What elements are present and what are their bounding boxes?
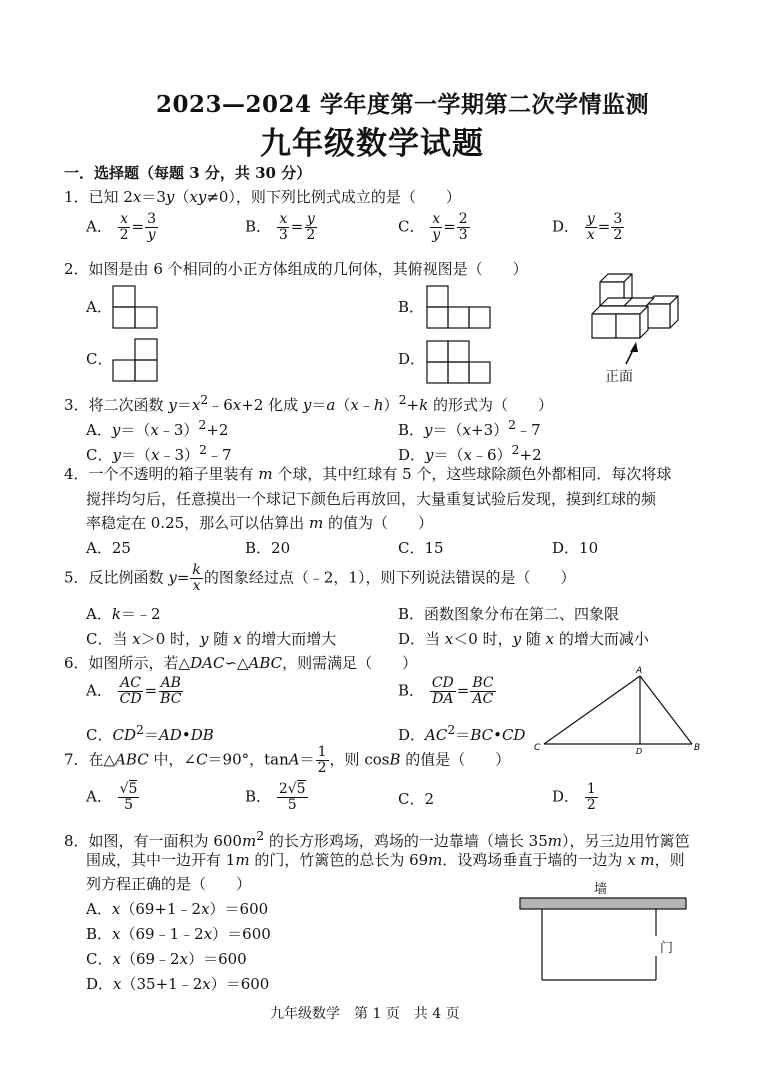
grid-square bbox=[427, 362, 448, 383]
question-6-stem: 6．如图所示，若△DAC∽△ABC，则需满足（ ） bbox=[64, 654, 418, 672]
question-7-option-b[interactable]: B． $\frac{2√5}{5}$ bbox=[245, 781, 306, 813]
question-2-option-a-label[interactable]: A． bbox=[86, 298, 112, 316]
fraction: $\frac{k}{x}$ bbox=[192, 562, 201, 594]
grid-square bbox=[427, 286, 448, 307]
grid-square bbox=[135, 307, 157, 328]
fraction: $\frac{1}{2}$ bbox=[317, 744, 327, 776]
question-2-cube-figure bbox=[586, 272, 696, 387]
cube-face bbox=[646, 304, 670, 328]
question-1-option-d[interactable]: D． $\frac{y}{x}$ = $\frac{3}{2}$ bbox=[552, 211, 623, 243]
question-2-option-a-figure[interactable] bbox=[112, 285, 162, 330]
fraction: $\frac{BC}{AC}$ bbox=[472, 675, 494, 707]
question-4-line-3: 率稳定在 0.25，那么可以估算出 m 的值为（ ） bbox=[86, 514, 433, 532]
fraction: $\frac{AC}{CD}$ bbox=[119, 675, 142, 707]
fraction: $\frac{√5}{5}$ bbox=[119, 781, 138, 813]
question-5-stem: 5．反比例函数 y= $\frac{k}{x}$ 的图象经过点（﹣2，1），则下列说法错误的是（ ） bbox=[64, 562, 576, 594]
point-a-label: A bbox=[636, 666, 643, 676]
point-d-label: D bbox=[636, 747, 643, 756]
section-heading: 一．选择题（每题 3 分，共 30 分） bbox=[64, 164, 312, 182]
fraction: $\frac{x}{3}$ bbox=[278, 211, 288, 243]
question-2-option-d-label[interactable]: D． bbox=[398, 350, 426, 368]
question-3-option-a[interactable]: A．y＝（x﹣3）$^2$+2 bbox=[86, 417, 229, 439]
question-8-option-a[interactable]: A．x（69+1﹣2x）＝600 bbox=[86, 900, 269, 918]
fraction: $\frac{y}{x}$ bbox=[586, 211, 595, 243]
question-2-stem: 2．如图是由 6 个相同的小正方体组成的几何体，其俯视图是（ ） bbox=[64, 260, 528, 278]
grid-square bbox=[427, 307, 448, 328]
point-c-label: C bbox=[534, 743, 541, 753]
question-4-option-c[interactable]: C．15 bbox=[398, 539, 444, 557]
question-8-line-1: 8．如图，有一面积为 $600m^2$ 的长方形鸡场，鸡场的一边靠墙（墙长 35m），另三边用竹篱笆 bbox=[64, 828, 690, 850]
exam-title: 2023—2024 学年度第一学期第二次学情监测 bbox=[156, 91, 650, 118]
fraction: $\frac{CD}{DA}$ bbox=[431, 675, 454, 707]
question-1-option-c[interactable]: C． $\frac{x}{y}$ = $\frac{2}{3}$ bbox=[398, 211, 468, 243]
question-2-option-c-figure[interactable] bbox=[112, 338, 162, 383]
question-5-option-b[interactable]: B．函数图象分布在第二、四象限 bbox=[398, 605, 620, 623]
cube-face bbox=[592, 314, 616, 338]
question-7-option-d[interactable]: D． $\frac{1}{2}$ bbox=[552, 781, 596, 813]
grid-square bbox=[448, 307, 469, 328]
question-8-option-b[interactable]: B．x（69﹣1﹣2x）＝600 bbox=[86, 925, 271, 943]
door-label: 门 bbox=[660, 941, 674, 956]
cube-face bbox=[592, 306, 648, 314]
question-7-stem: 7．在△ABC 中，∠C＝90°，tanA＝ $\frac{1}{2}$ ，则 cosB 的值是（ ） bbox=[64, 744, 511, 776]
fraction: $\frac{AB}{BC}$ bbox=[160, 675, 182, 707]
question-7-option-a[interactable]: A． $\frac{√5}{5}$ bbox=[86, 781, 138, 813]
segment-ab bbox=[640, 676, 692, 744]
fraction: $\frac{3}{y}$ bbox=[147, 211, 157, 243]
question-5-option-a[interactable]: A．k＝﹣2 bbox=[86, 605, 161, 623]
grid-square bbox=[135, 339, 157, 360]
question-3-option-d[interactable]: D．y＝（x﹣6）$^2$+2 bbox=[398, 442, 542, 464]
question-8-option-d[interactable]: D．x（35+1﹣2x）＝600 bbox=[86, 975, 270, 993]
grid-square bbox=[448, 341, 469, 362]
fraction: $\frac{x}{y}$ bbox=[432, 211, 441, 243]
fraction: $\frac{2√5}{5}$ bbox=[278, 781, 306, 813]
question-8-line-2: 围成，其中一边开有 1m 的门，竹篱笆的总长为 69m．设鸡场垂直于墙的一边为 x m，则 bbox=[86, 851, 685, 869]
question-6-triangle-figure bbox=[530, 664, 710, 756]
question-2-option-b-label[interactable]: B． bbox=[398, 298, 425, 316]
question-1-stem: 1．已知 2x＝3y（xy≠0），则下列比例式成立的是（ ） bbox=[64, 188, 461, 206]
grid-square bbox=[448, 362, 469, 383]
question-6-option-b[interactable]: B． $\frac{CD}{DA}$ = $\frac{BC}{AC}$ bbox=[398, 675, 494, 707]
question-4-option-a[interactable]: A．25 bbox=[86, 539, 131, 557]
question-8-line-3: 列方程正确的是（ ） bbox=[86, 875, 252, 893]
question-5-option-c[interactable]: C．当 x＞0 时，y 随 x 的增大而增大 bbox=[86, 630, 337, 648]
question-5-option-d[interactable]: D．当 x＜0 时，y 随 x 的增大而减小 bbox=[398, 630, 649, 648]
grid-square bbox=[469, 307, 490, 328]
question-8-option-c[interactable]: C．x（69﹣2x）＝600 bbox=[86, 950, 247, 968]
question-2-option-c-label[interactable]: C． bbox=[86, 350, 113, 368]
question-4-line-2: 搅拌均匀后，任意摸出一个球记下颜色后再放回，大量重复试验后发现，摸到红球的频 bbox=[86, 490, 657, 508]
fraction: $\frac{x}{2}$ bbox=[119, 211, 129, 243]
front-label: 正面 bbox=[605, 369, 633, 385]
grid-square bbox=[469, 362, 490, 383]
question-3-stem: 3．将二次函数 $y=x^2﹣6x+2$ 化成 y＝a（x﹣h）$^2$+k 的形式为（ ） bbox=[64, 392, 553, 414]
question-4-line-1: 4．一个不透明的箱子里装有 m 个球，其中红球有 5 个，这些球除颜色外都相同．每次将球 bbox=[64, 465, 672, 483]
grid-square bbox=[135, 360, 157, 381]
cube-face bbox=[616, 314, 640, 338]
grid-square bbox=[427, 341, 448, 362]
fraction: $\frac{3}{2}$ bbox=[613, 211, 623, 243]
question-2-option-d-figure[interactable] bbox=[426, 340, 496, 385]
fraction: $\frac{y}{2}$ bbox=[306, 211, 316, 243]
question-4-option-b[interactable]: B．20 bbox=[245, 539, 291, 557]
grid-square bbox=[113, 286, 135, 307]
question-2-option-b-figure[interactable] bbox=[426, 285, 496, 330]
wall bbox=[520, 898, 686, 909]
grid-square bbox=[113, 307, 135, 328]
question-1-option-a[interactable]: A． $\frac{x}{2}$ = $\frac{3}{y}$ bbox=[86, 211, 157, 243]
point-b-label: B bbox=[694, 743, 701, 753]
question-6-option-a[interactable]: A． $\frac{AC}{CD}$ = $\frac{AB}{BC}$ bbox=[86, 675, 182, 707]
exam-subtitle: 九年级数学试题 bbox=[260, 126, 484, 162]
question-3-option-b[interactable]: B．$y=(x+3)^2﹣7$ bbox=[398, 417, 541, 439]
page-footer: 九年级数学 第 1 页 共 4 页 bbox=[270, 1006, 460, 1022]
fraction: $\frac{2}{3}$ bbox=[458, 211, 468, 243]
question-7-option-c[interactable]: C．2 bbox=[398, 790, 435, 808]
front-arrow-head bbox=[630, 342, 638, 352]
segment-ca bbox=[544, 676, 640, 744]
question-3-option-c[interactable]: C．y＝（x﹣3）$^2$﹣7 bbox=[86, 442, 232, 464]
question-6-option-c[interactable]: C．$CD^2=AD•DB$ bbox=[86, 722, 214, 744]
fraction: $\frac{1}{2}$ bbox=[586, 781, 596, 813]
question-6-option-d[interactable]: D．$AC^2=BC•CD$ bbox=[398, 722, 526, 744]
grid-square bbox=[113, 360, 135, 381]
question-4-option-d[interactable]: D．10 bbox=[552, 539, 599, 557]
question-1-option-b[interactable]: B． $\frac{x}{3}$ = $\frac{y}{2}$ bbox=[245, 211, 316, 243]
wall-label: 墙 bbox=[594, 882, 608, 897]
